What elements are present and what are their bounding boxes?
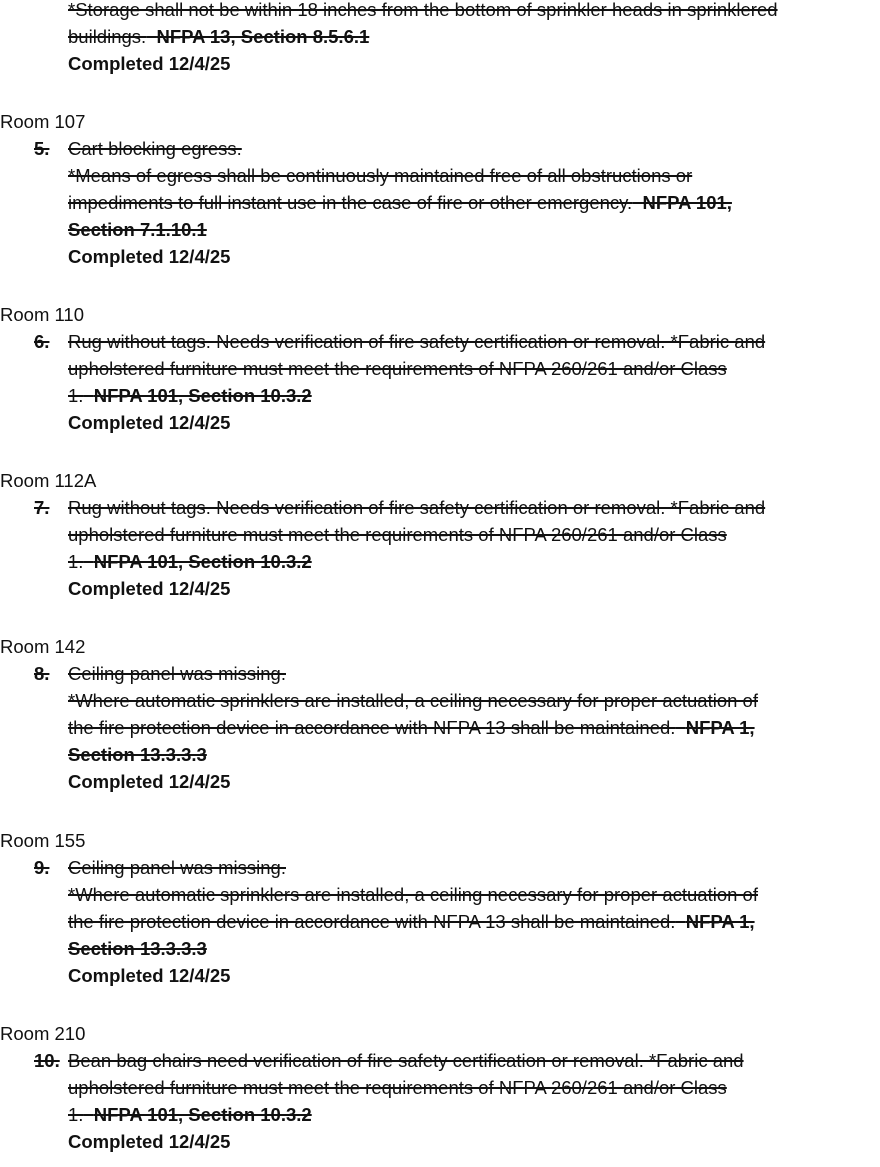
room-title: Room 155 [0,830,86,851]
violation-line: Rug without tags. Needs verification of fire safety certification or removal. *Fabric and [68,497,766,518]
carryover-item-body [0,0,880,50]
violation-line: upholstered furniture must meet the requirements of NFPA 260/261 and/or Class [68,1077,727,1098]
item-number: 8. [34,663,50,684]
room-section [0,1020,880,1155]
code-reference: Section 13.3.3.3 [68,744,207,765]
violation-line: upholstered furniture must meet the requirements of NFPA 260/261 and/or Class [68,358,727,379]
violation-line: Bean bag chairs need verification of fire safety certification or removal. *Fabric and [68,1050,744,1071]
code-reference: NFPA 13, Section 8.5.6.1 [156,26,370,47]
room-section [0,301,880,436]
room-title: Room 210 [0,1023,86,1044]
code-reference: NFPA 1, [685,717,755,738]
code-reference: Section 13.3.3.3 [68,938,207,959]
room-section [0,633,880,795]
violation-line: *Where automatic sprinklers are installed, a ceiling necessary for proper actuation of [68,690,758,711]
violation-line: Cart blocking egress. [68,138,242,159]
room-title: Room 107 [0,111,86,132]
completed-date: Completed 12/4/25 [68,578,231,599]
item-number: 10. [34,1050,60,1071]
item-number: 9. [34,857,50,878]
violation-line: Rug without tags. Needs verification of fire safety certification or removal. *Fabric and [68,331,766,352]
carryover-line-2: buildings. NFPA 13, Section 8.5.6.1 [68,26,370,47]
completed-date: Completed 12/4/25 [68,965,231,986]
violation-line: *Means of egress shall be continuously maintained free of all obstructions or [68,165,693,186]
room-title: Room 110 [0,304,84,325]
violation-item [0,660,880,768]
code-reference: NFPA 101, Section 10.3.2 [93,551,312,572]
item-number: 5. [34,138,50,159]
completed-date: Completed 12/4/25 [68,53,231,74]
violation-item [0,1047,880,1128]
violation-line [68,741,880,768]
item-number: 7. [34,497,50,518]
carryover-item [0,0,880,77]
room-section [0,108,880,270]
room-section [0,827,880,989]
item-number: 6. [34,331,50,352]
violation-line: impediments to full instant use in the case of fire or other emergency. NFPA 101, [68,192,732,213]
code-reference: NFPA 1, [685,911,755,932]
violation-item [0,494,880,575]
room-section [0,467,880,602]
violation-item [0,854,880,962]
violation-line: Ceiling panel was missing. [68,857,286,878]
room-title: Room 112A [0,470,97,491]
code-reference: NFPA 101, Section 10.3.2 [93,1104,312,1125]
code-reference: NFPA 101, Section 10.3.2 [93,385,312,406]
violation-line: *Where automatic sprinklers are installed, a ceiling necessary for proper actuation of [68,884,758,905]
violation-line: the fire protection device in accordance with NFPA 13 shall be maintained. NFPA 1, [68,911,755,932]
violation-line: 1. NFPA 101, Section 10.3.2 [68,1104,312,1125]
violation-line: upholstered furniture must meet the requirements of NFPA 260/261 and/or Class [68,524,727,545]
completed-date: Completed 12/4/25 [68,246,231,267]
completed-date: Completed 12/4/25 [68,1131,231,1152]
violation-line [68,935,880,962]
violation-line [68,216,880,243]
room-title: Room 142 [0,636,86,657]
completed-date: Completed 12/4/25 [68,771,231,792]
violation-line: the fire protection device in accordance with NFPA 13 shall be maintained. NFPA 1, [68,717,755,738]
violation-line: Ceiling panel was missing. [68,663,286,684]
violation-item [0,135,880,243]
code-reference: NFPA 101, [642,192,732,213]
carryover-line-1: *Storage shall not be within 18 inches from the bottom of sprinkler heads in sprinklered [68,0,778,20]
violation-item [0,328,880,409]
completed-date: Completed 12/4/25 [68,412,231,433]
code-reference: Section 7.1.10.1 [68,219,207,240]
violation-line: 1. NFPA 101, Section 10.3.2 [68,385,312,406]
violation-line: 1. NFPA 101, Section 10.3.2 [68,551,312,572]
